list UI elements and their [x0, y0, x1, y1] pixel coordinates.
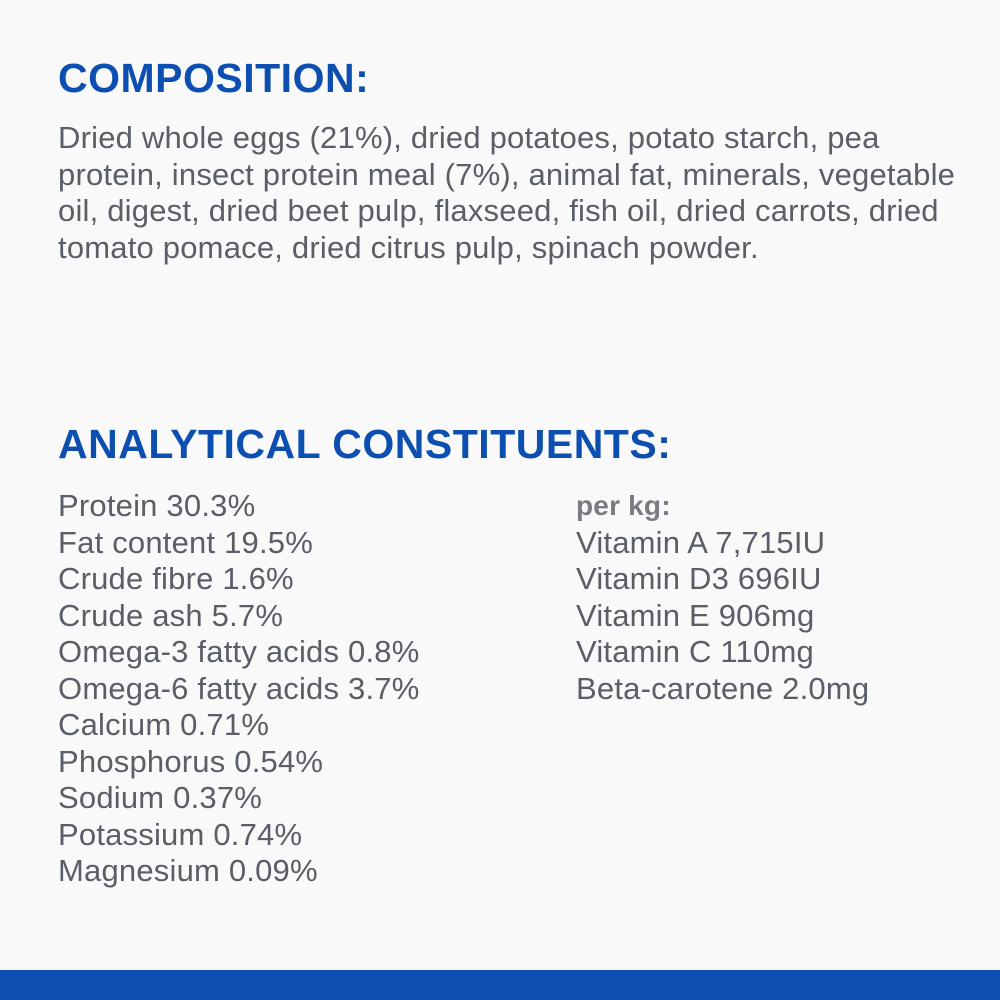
vitamin-item: Vitamin D3 696IU — [576, 561, 822, 596]
constituent-item: Sodium 0.37% — [58, 780, 263, 815]
composition-heading: COMPOSITION: — [58, 55, 370, 101]
vitamin-item: Vitamin C 110mg — [576, 634, 814, 669]
constituent-item: Phosphorus 0.54% — [58, 743, 324, 779]
constituent-item: Potassium 0.74% — [58, 816, 303, 852]
constituent-item: Crude ash 5.7% — [58, 597, 284, 633]
constituent-item: Fat content 19.5% — [58, 524, 314, 560]
constituent-item: Protein 30.3% — [58, 488, 256, 523]
constituent-item: Calcium 0.71% — [58, 707, 270, 742]
vitamin-item: Beta-carotene 2.0mg — [576, 670, 870, 706]
vitamin-item: Vitamin E 906mg — [576, 597, 815, 633]
constituent-item: Omega-3 fatty acids 0.8% — [58, 634, 420, 669]
per-kg-subheading: per kg: — [576, 490, 671, 521]
vitamins-list — [576, 488, 986, 707]
footer-bar — [0, 970, 1000, 1000]
analytical-constituents-heading: ANALYTICAL CONSTITUENTS: — [58, 421, 672, 467]
vitamin-item: Vitamin A 7,715IU — [576, 524, 826, 560]
constituent-item: Magnesium 0.09% — [58, 853, 318, 888]
constituents-list — [58, 488, 558, 890]
constituent-item: Omega-6 fatty acids 3.7% — [58, 670, 420, 706]
composition-text: Dried whole eggs (21%), dried potatoes, potato starch, pea protein, insect protein meal (7%), animal fat, minerals, vegetable oil, digest, dried beet pulp, flaxseed, fish oil, dried carrots, dried tomato pomace, dried citrus pulp, spinach powder. — [58, 120, 956, 265]
constituent-item: Crude fibre 1.6% — [58, 561, 294, 596]
